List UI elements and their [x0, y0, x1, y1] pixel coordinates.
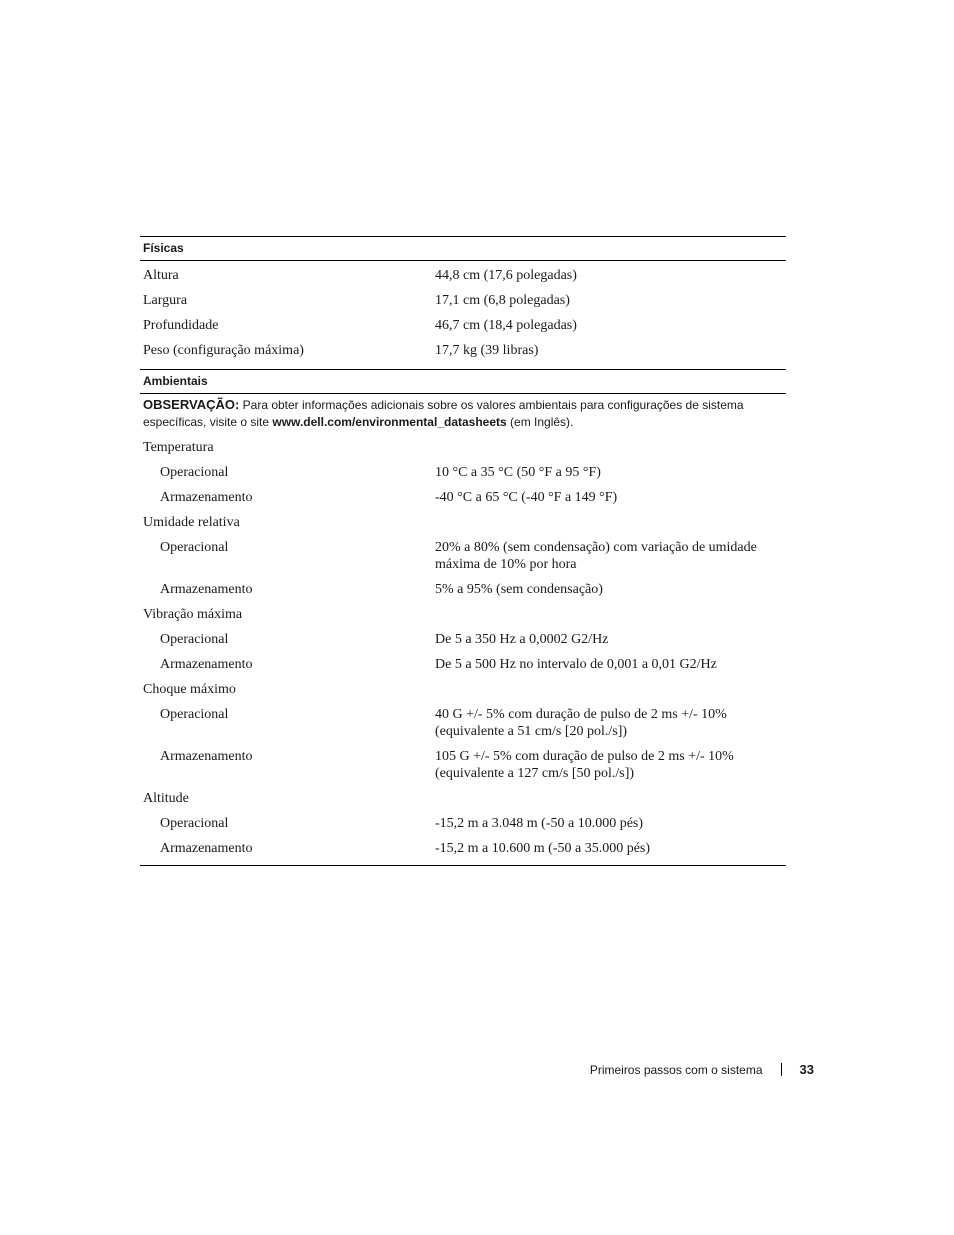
- row-label: Profundidade: [143, 318, 219, 333]
- group-choque: [140, 677, 786, 702]
- row-largura: [140, 288, 786, 313]
- row-label: Operacional: [160, 465, 229, 480]
- row-value: 17,1 cm (6,8 polegadas): [435, 293, 570, 308]
- row-temperatura-armazenamento: [140, 485, 786, 510]
- group-temperatura: [140, 435, 786, 460]
- row-value: 105 G +/- 5% com duração de pulso de 2 ms +/- 10% (equivalente a 127 cm/s [50 pol./s]): [435, 749, 734, 781]
- note-text-2: (em Inglês).: [506, 415, 574, 429]
- row-label: Armazenamento: [160, 841, 253, 856]
- fisicas-rows: [140, 261, 786, 369]
- row-choque-armazenamento: [140, 744, 786, 786]
- row-choque-operacional: [140, 702, 786, 744]
- row-umidade-operacional: [140, 535, 786, 577]
- row-value: -40 °C a 65 °C (-40 °F a 149 °F): [435, 490, 618, 505]
- row-umidade-armazenamento: [140, 577, 786, 602]
- footer-title: Primeiros passos com o sistema: [589, 1062, 763, 1077]
- row-value: 20% a 80% (sem condensação) com variação de umidade máxima de 10% por hora: [435, 540, 757, 572]
- row-value: 17,7 kg (39 libras): [435, 343, 539, 358]
- group-label: Vibração máxima: [143, 607, 243, 622]
- section-header-fisicas: Físicas: [140, 236, 786, 261]
- row-value: 5% a 95% (sem condensação): [435, 582, 603, 597]
- row-value: 40 G +/- 5% com duração de pulso de 2 ms +/- 10% (equivalente a 51 cm/s [20 pol./s]): [435, 707, 727, 739]
- group-label: Umidade relativa: [143, 515, 240, 530]
- row-label: Armazenamento: [160, 582, 253, 597]
- row-altitude-armazenamento: [140, 836, 786, 861]
- group-vibracao: [140, 602, 786, 627]
- section-header-ambientais: Ambientais: [140, 369, 786, 394]
- row-profundidade: [140, 313, 786, 338]
- row-label: Armazenamento: [160, 749, 253, 764]
- note-observacao: [140, 394, 786, 435]
- group-label: Choque máximo: [143, 682, 236, 697]
- note-text-1: Para obter informações adicionais sobre os valores ambientais para configurações de sistema específicas, visite o site: [143, 398, 744, 429]
- footer-separator: [781, 1063, 782, 1076]
- note-tag: OBSERVAÇÃO:: [143, 397, 240, 412]
- table-bottom-rule: [140, 865, 786, 866]
- group-label: Temperatura: [143, 440, 214, 455]
- row-label: Altura: [143, 268, 179, 283]
- row-label: Operacional: [160, 707, 229, 722]
- row-temperatura-operacional: [140, 460, 786, 485]
- row-label: Operacional: [160, 540, 229, 555]
- row-altura: [140, 263, 786, 288]
- row-value: 10 °C a 35 °C (50 °F a 95 °F): [435, 465, 601, 480]
- row-value: 46,7 cm (18,4 polegadas): [435, 318, 577, 333]
- row-vibracao-operacional: [140, 627, 786, 652]
- page-footer: [590, 1062, 814, 1077]
- row-label: Armazenamento: [160, 490, 253, 505]
- row-label: Operacional: [160, 816, 229, 831]
- row-label: Armazenamento: [160, 657, 253, 672]
- row-value: De 5 a 500 Hz no intervalo de 0,001 a 0,01 G2/Hz: [435, 657, 717, 672]
- spec-table: [140, 236, 786, 866]
- row-value: -15,2 m a 3.048 m (-50 a 10.000 pés): [435, 816, 644, 831]
- row-value: De 5 a 350 Hz a 0,0002 G2/Hz: [435, 632, 609, 647]
- row-altitude-operacional: [140, 811, 786, 836]
- group-altitude: [140, 786, 786, 811]
- group-umidade: [140, 510, 786, 535]
- note-url: www.dell.com/environmental_datasheets: [272, 415, 507, 429]
- row-value: -15,2 m a 10.600 m (-50 a 35.000 pés): [435, 841, 651, 856]
- row-label: Operacional: [160, 632, 229, 647]
- row-value: 44,8 cm (17,6 polegadas): [435, 268, 577, 283]
- row-peso: [140, 338, 786, 369]
- row-label: Peso (configuração máxima): [143, 343, 304, 358]
- row-vibracao-armazenamento: [140, 652, 786, 677]
- group-label: Altitude: [143, 791, 189, 806]
- page-number: 33: [799, 1062, 814, 1077]
- row-label: Largura: [143, 293, 188, 308]
